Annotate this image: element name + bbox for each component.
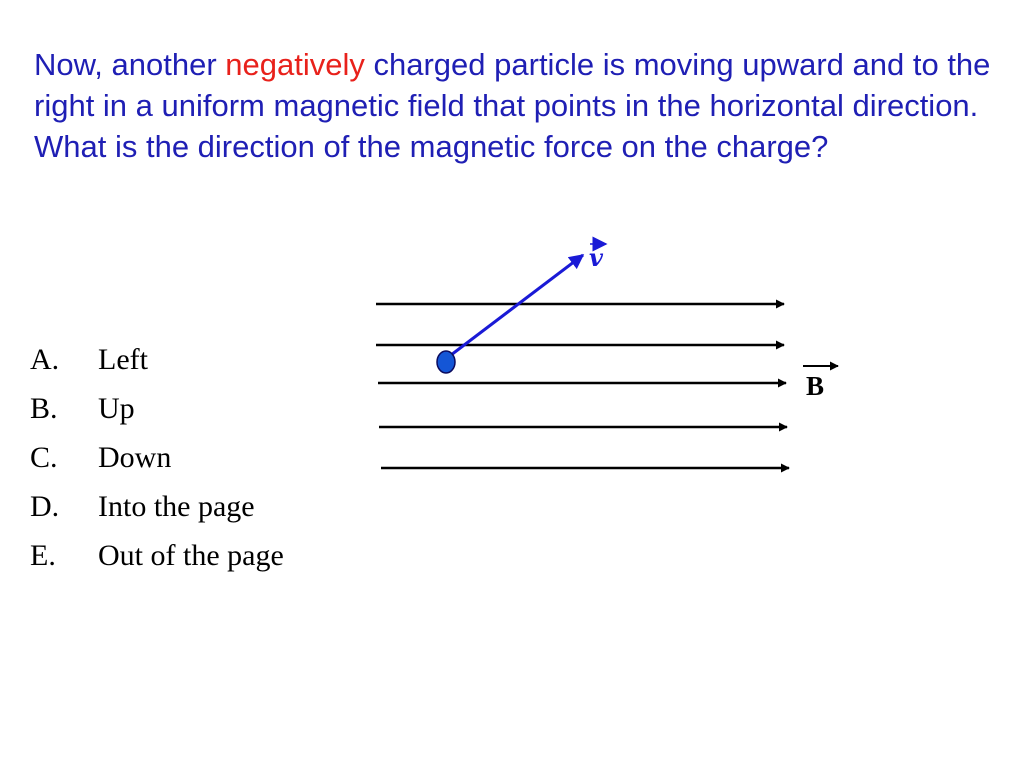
choice-a-text: Left: [98, 343, 148, 376]
field-label: [803, 366, 838, 401]
velocity-label-text: v: [589, 243, 603, 272]
field-label-text: B: [806, 371, 825, 401]
choice-d-letter: D.: [30, 490, 60, 523]
choice-e-text: Out of the page: [98, 539, 284, 572]
charged-particle: [437, 351, 455, 373]
choice-b-letter: B.: [30, 392, 58, 425]
choice-e-letter: E.: [30, 539, 56, 572]
question-text-start: Now, another: [34, 47, 226, 82]
choice-c-text: Down: [98, 441, 172, 474]
question-text-end: charged particle is moving upward and to the right in a uniform magnetic field that points in the horizontal direction. What is the direction of the magnetic force on the charge?: [34, 47, 991, 164]
question-emphasis-word: negatively: [225, 47, 365, 82]
choice-c-letter: C.: [30, 441, 58, 474]
choice-d-text: Into the page: [98, 490, 255, 523]
velocity-label: [589, 243, 606, 272]
choice-a-letter: A.: [30, 343, 60, 376]
field-lines: [376, 304, 789, 468]
choice-b-text: Up: [98, 392, 135, 425]
